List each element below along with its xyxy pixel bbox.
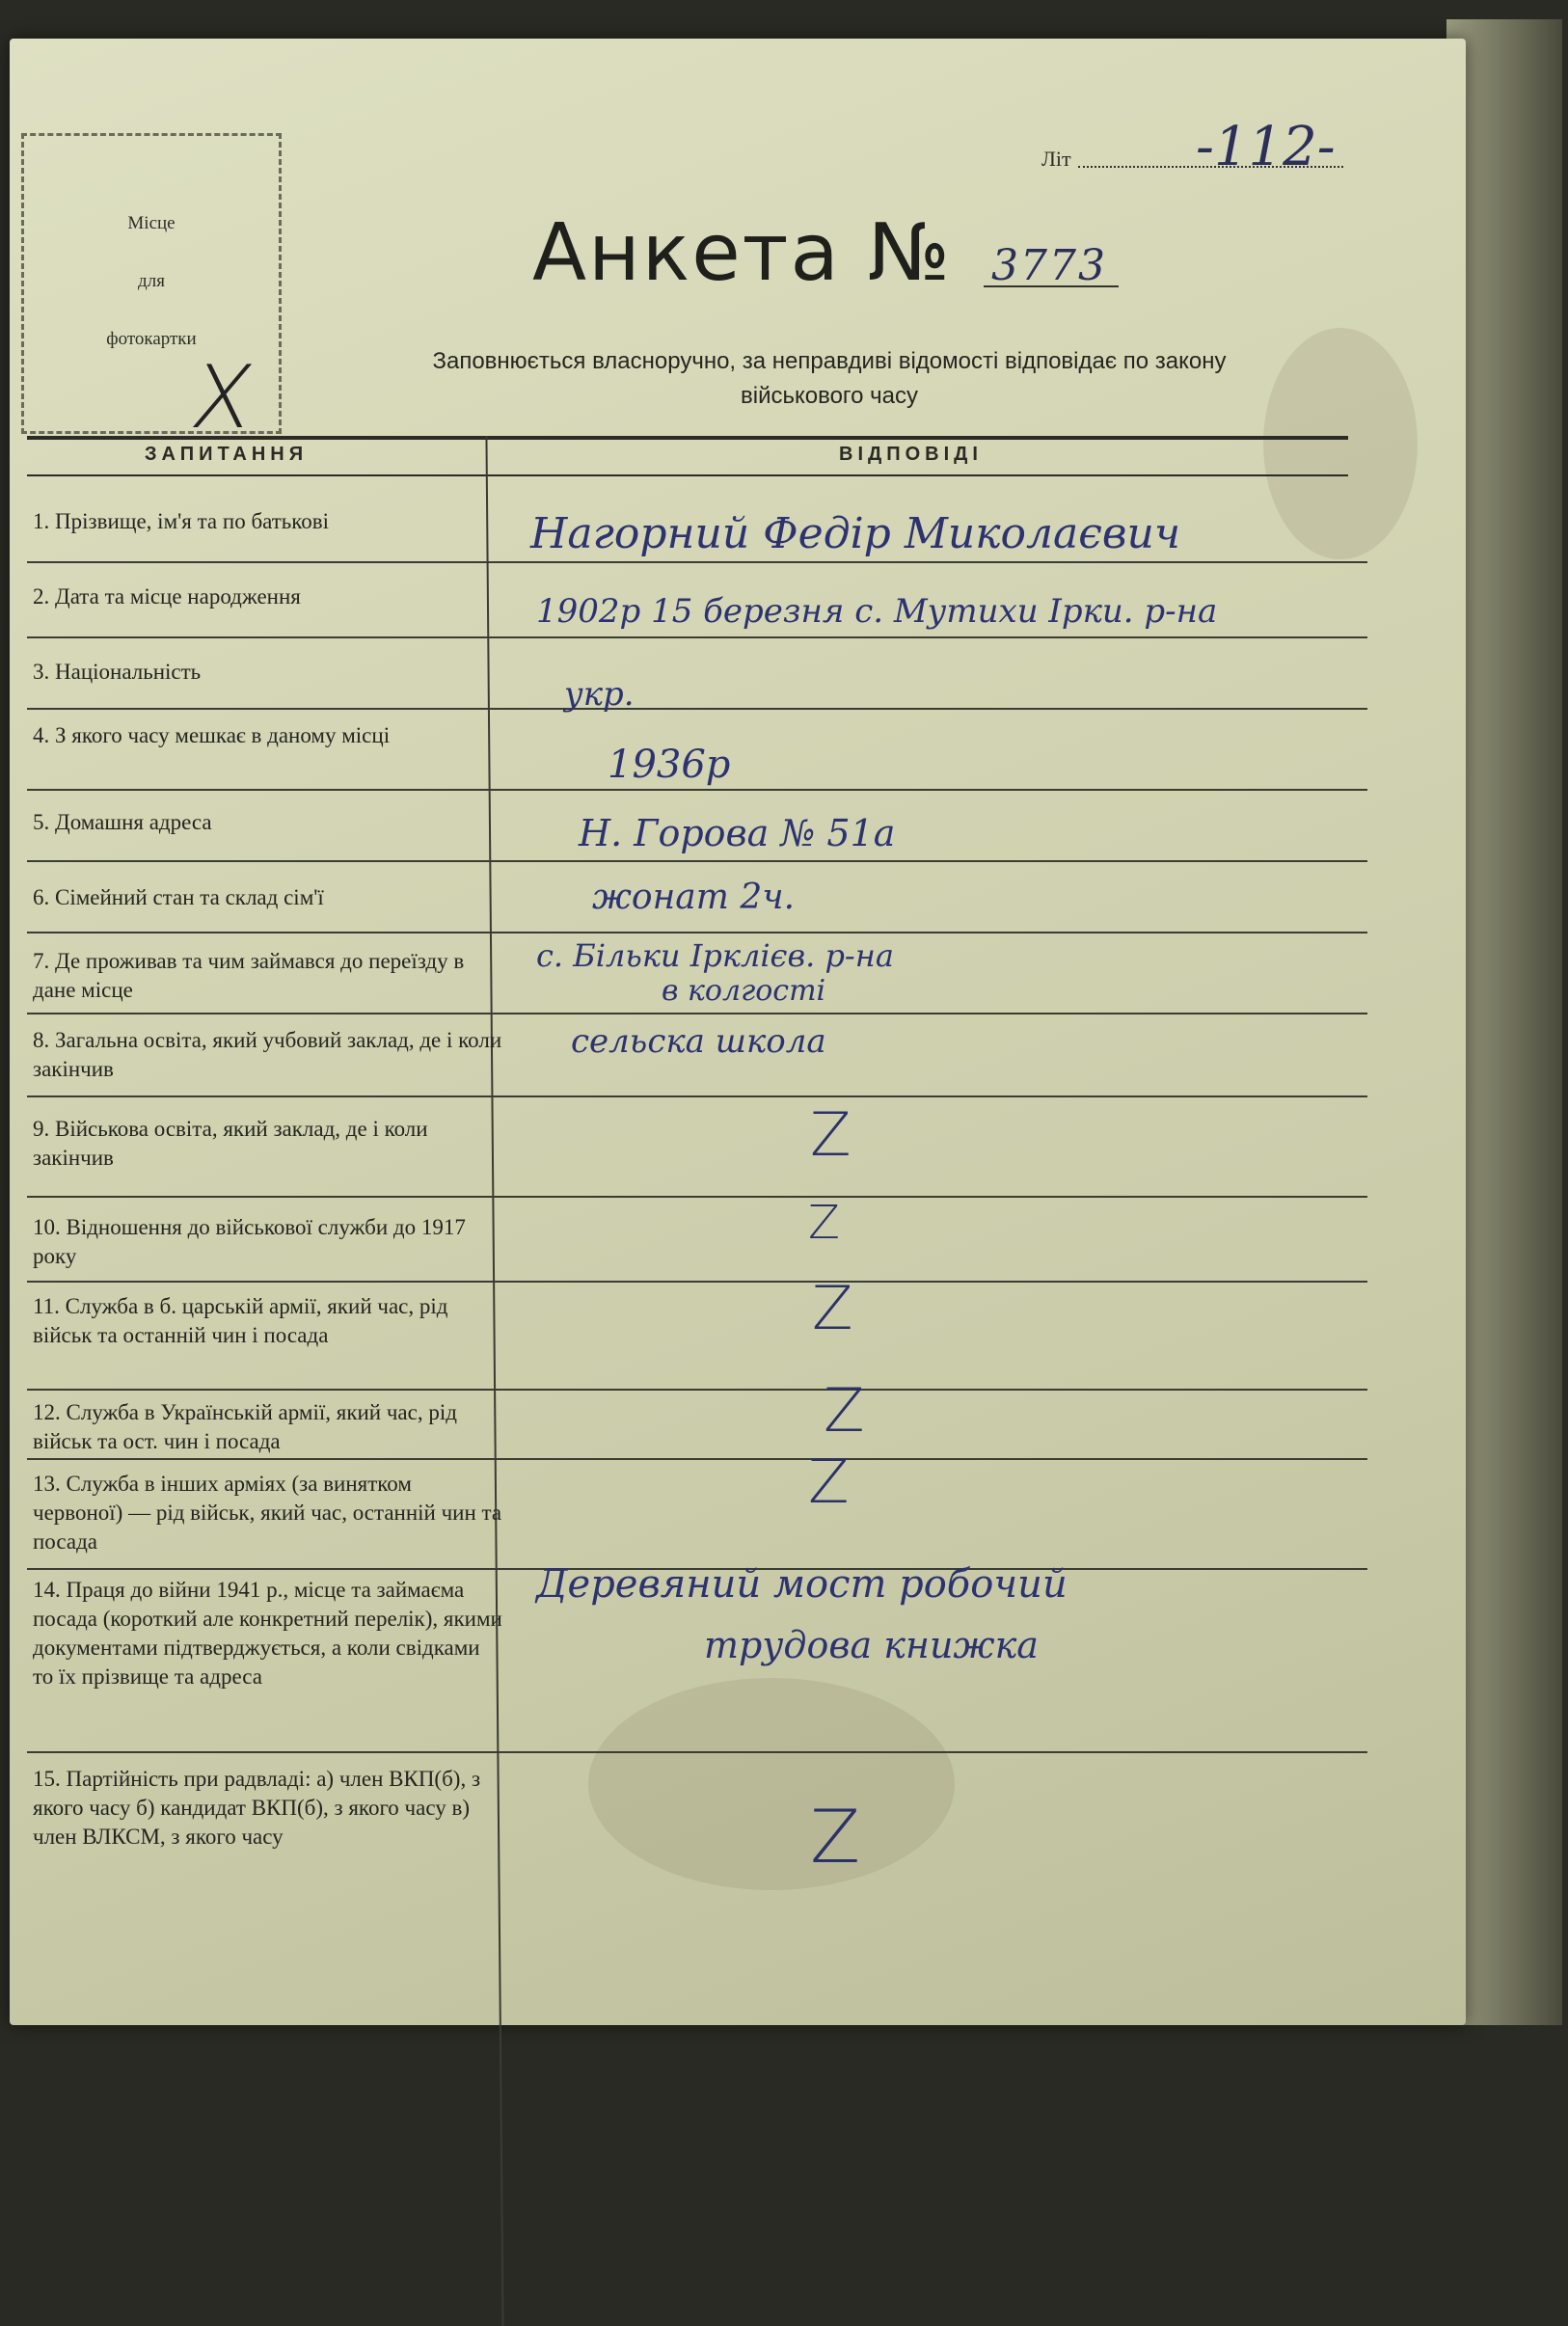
stain: [588, 1678, 955, 1890]
row-rule: [27, 636, 1367, 638]
lit-label: Літ: [1041, 147, 1071, 171]
table-top-rule: [27, 436, 1348, 440]
questions-column-header: ЗАПИТАННЯ: [145, 444, 309, 465]
row-rule: [27, 561, 1367, 563]
answer-birth: 1902р 15 березня с. Мутихи Ірки. р-на: [536, 592, 1218, 631]
answer-since: 1936р: [608, 743, 731, 787]
answer-address: Н. Горова № 51а: [579, 812, 896, 854]
question-label: 13. Служба в інших арміях (за винятком червоної) — рід військ, який час, останній чин та посада: [33, 1472, 502, 1554]
answer-work: трудова книжка: [704, 1624, 1039, 1666]
photo-mark: X: [183, 347, 261, 448]
answers-column-header: ВІДПОВІДІ: [839, 444, 983, 465]
answer-dash: Z: [810, 1099, 852, 1170]
answer-previous: в колгості: [662, 974, 826, 1008]
question-label: 11. Служба в б. царській армії, який час, рід військ та останній чин і посада: [33, 1294, 448, 1347]
row-rule: [27, 860, 1367, 862]
question-label: 15. Партійність при радвладі: а) член ВКП(б), з якого часу б) кандидат ВКП(б), з якого часу в) член ВЛКСМ, з якого часу: [33, 1767, 481, 1849]
anketa-number: 3773: [991, 241, 1107, 290]
question-label: 9. Військова освіта, який заклад, де і коли закінчив: [33, 1117, 428, 1170]
question-label: 2. Дата та місце народження: [33, 584, 301, 609]
subtitle-line: Заповнюється власноручно, за неправдиві відомості відповідає по закону: [432, 348, 1227, 374]
question-label: 5. Домашня адреса: [33, 810, 212, 834]
answer-dash: Z: [812, 1273, 853, 1343]
question-label: 3. Національність: [33, 660, 202, 684]
question-label: 14. Праця до війни 1941 р., місце та займаєма посада (короткий але конкретний перелік), якими документами підтверджується, а коли свідками то їх прізвище та адреса: [33, 1578, 502, 1689]
answer-dash: Z: [824, 1375, 865, 1446]
table-header-rule: [27, 474, 1348, 476]
photo-label: фотокартки: [106, 329, 197, 349]
row-rule: [27, 1196, 1367, 1198]
question-label: 4. З якого часу мешкає в даному місці: [33, 723, 391, 747]
photo-label: для: [138, 271, 165, 291]
answer-education: сельска школа: [571, 1022, 826, 1061]
question-label: 10. Відношення до військової служби до 1917 року: [33, 1215, 466, 1268]
row-rule: [27, 789, 1367, 791]
form-subtitle: [318, 344, 1340, 414]
row-rule: [27, 1095, 1367, 1097]
question-label: 1. Прізвище, ім'я та по батькові: [33, 509, 330, 533]
row-rule: [27, 1389, 1367, 1391]
answer-previous: с. Більки Ірклієв. р-на: [536, 937, 894, 974]
question-label: 6. Сімейний стан та склад сім'ї: [33, 885, 324, 909]
question-label: 7. Де проживав та чим займався до переїзду в дане місце: [33, 949, 465, 1002]
anketa-number-line: [984, 285, 1119, 287]
lit-value: -112-: [1196, 116, 1336, 178]
answer-dash: Z: [810, 1794, 861, 1880]
row-rule: [27, 708, 1367, 710]
photo-label: Місце: [127, 213, 176, 233]
answer-dash: Z: [808, 1447, 850, 1517]
answer-work: Деревяний мост робочий: [536, 1562, 1068, 1607]
row-rule: [27, 1281, 1367, 1283]
row-rule: [27, 1458, 1367, 1460]
answer-nationality: укр.: [564, 675, 635, 714]
row-rule: [27, 932, 1367, 933]
question-label: 12. Служба в Українській армії, який час, рід військ та ост. чин і посада: [33, 1400, 457, 1453]
answer-dash: Z: [808, 1196, 840, 1250]
answer-name: Нагорний Федір Миколаєвич: [530, 509, 1181, 558]
row-rule: [27, 1013, 1367, 1014]
row-rule: [27, 1751, 1367, 1753]
answer-family: жонат 2ч.: [592, 878, 796, 917]
form-title: Анкета №: [532, 207, 953, 299]
subtitle-line: військового часу: [740, 383, 919, 409]
question-label: 8. Загальна освіта, який учбовий заклад, де і коли закінчив: [33, 1028, 502, 1081]
